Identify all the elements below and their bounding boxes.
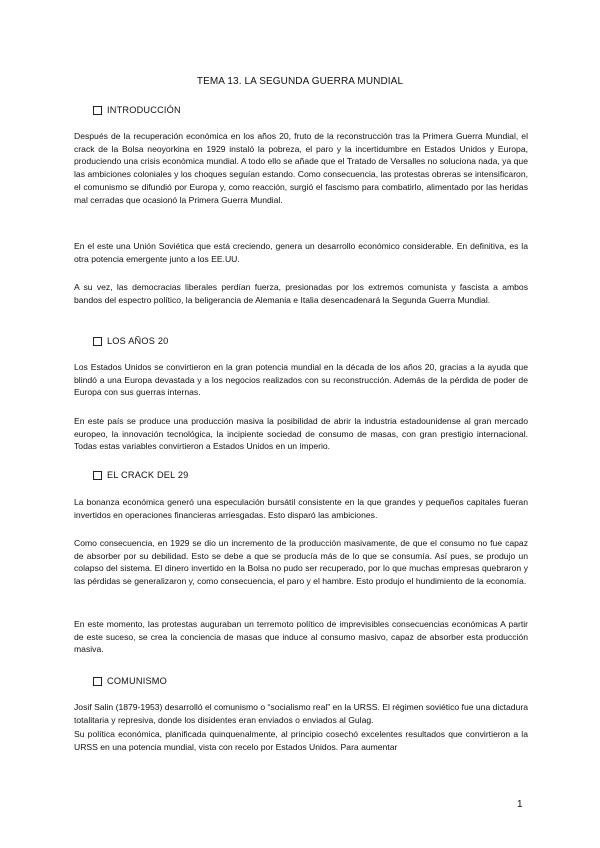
checkbox-icon [93, 471, 102, 480]
checkbox-icon [93, 677, 102, 686]
section-heading-los-anos-20 [93, 335, 168, 347]
page-number: 1 [517, 799, 523, 810]
section-heading-comunismo [93, 675, 167, 687]
section-heading-label: INTRODUCCIÓN [107, 105, 181, 115]
paragraph: La bonanza económica generó una especulación bursátil consistente en la que grandes y pequeños capitales fueran invertidos en operaciones financieras arriesgadas. Esto disparó las ambiciones. [74, 497, 528, 520]
checkbox-icon [93, 106, 102, 115]
paragraph: En este país se produce una producción masiva la posibilidad de abrir la industria estadounidense al gran mercado europeo, la innovación tecnológica, la incipiente sociedad de consumo de masas, con gran prestigio internacional. Todas estas variables convirtieron a Estados Unidos en un imperio. [74, 416, 528, 452]
paragraph: Como consecuencia, en 1929 se dio un incremento de la producción masivamente, de que el consumo no fue capaz de absorber por su debilidad. Esto se debe a que se producía más de lo que se consumía. Así pues, se produjo un colapso del sistema. El dinero invertido en la Bolsa no pudo ser recuperado, por lo que muchas empresas quebraron y las pérdidas se generalizaron y, como consecuencia, el paro y el hambre. Esto produjo el hundimiento de la economía. [74, 538, 528, 587]
paragraph: Josif Salin (1879-1953) desarrolló el comunismo o “socialismo real” en la URSS. El régimen soviético fue una dictadura totalitaria y represiva, donde los disidentes eran enviados o enviados al Gulag. [74, 702, 528, 725]
paragraph: Los Estados Unidos se convirtieron en la gran potencia mundial en la década de los años 20, gracias a la ayuda que blindó a una Europa devastada y a los negocios realizados con su reconstrucción. Además de la pérdida de poder de Europa con sus guerras internas. [74, 362, 528, 398]
section-heading-label: COMUNISMO [107, 676, 167, 686]
paragraph: A su vez, las democracias liberales perdían fuerza, presionadas por los extremos comunista y fascista a ambos bandos del espectro político, la beligerancia de Alemania e Italia desencadenará la Segunda Guerra Mundial. [74, 282, 528, 305]
document-title: TEMA 13. LA SEGUNDA GUERRA MUNDIAL [196, 76, 404, 87]
section-heading-label: LOS AÑOS 20 [107, 336, 169, 346]
paragraph: Después de la recuperación económica en los años 20, fruto de la reconstrucción tras la Primera Guerra Mundial, el crack de la Bolsa neoyorkina en 1929 instaló la pobreza, el paro y la incertidumbre en Estados Unidos y Europa, produciendo una crisis económica mundial. A todo ello se añade que el Tratado de Versalles no soluciona nada, ya que las ambiciones coloniales y los choques seguían estando. Como consecuencia, las protestas obreras se intensificaron, el comunismo se difundió por Europa y, como reacción, surgió el fascismo para combatirlo, alimentado por las heridas mal cerradas que ocasionó la Primera Guerra Mundial. [74, 131, 528, 205]
checkbox-icon [93, 337, 102, 346]
paragraph: En el este una Unión Soviética que está creciendo, genera un desarrollo económico considerable. En definitiva, es la otra potencia emergente junto a los EE.UU. [74, 241, 528, 264]
paragraph: En este momento, las protestas auguraban un terremoto político de imprevisibles consecuencias económicas A partir de este suceso, se crea la conciencia de masas que induce al consumo masivo, capaz de absorber esta producción masiva. [74, 619, 528, 655]
section-heading-el-crack-del-29 [93, 469, 188, 481]
paragraph: Su política económica, planificada quinquenalmente, al principio cosechó excelentes resultados que convirtieron a la URSS en una potencia mundial, vista con recelo por Estados Unidos. Para aumentar [74, 729, 528, 752]
section-heading-introduccion [93, 104, 181, 116]
section-heading-label: EL CRACK DEL 29 [107, 470, 189, 480]
